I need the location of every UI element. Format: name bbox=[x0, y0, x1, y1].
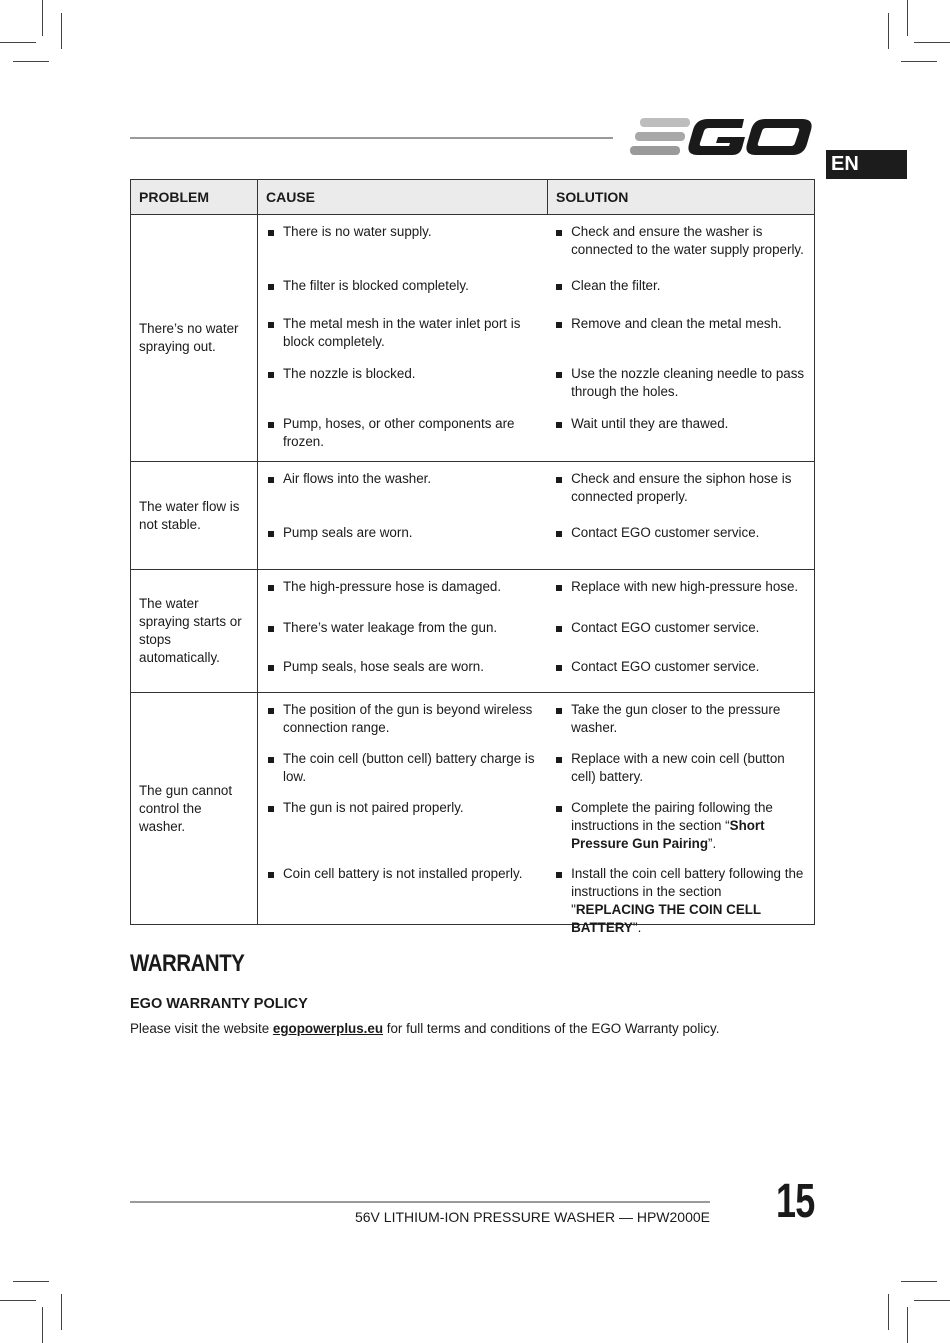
table-row bbox=[131, 570, 815, 693]
solution-item: Replace with a new coin cell (button cell) battery. bbox=[546, 750, 814, 799]
crop-mark bbox=[0, 1300, 36, 1301]
cause-item: The coin cell (button cell) battery charge is low. bbox=[258, 750, 546, 799]
solution-item: Check and ensure the washer is connected to the water supply properly. bbox=[546, 223, 814, 277]
section-reference: Short Pressure Gun Pairing bbox=[571, 818, 765, 851]
crop-mark bbox=[61, 13, 62, 49]
crop-mark bbox=[901, 1281, 937, 1282]
cause-item: The nozzle is blocked. bbox=[258, 365, 546, 415]
crop-mark bbox=[907, 0, 908, 36]
solution-item: Contact EGO customer service. bbox=[546, 658, 814, 688]
crop-mark bbox=[61, 1294, 62, 1330]
page-number: 15 bbox=[776, 1175, 815, 1228]
crop-mark bbox=[914, 42, 950, 43]
cause-solution-cell bbox=[258, 693, 815, 935]
solution-text: ". bbox=[632, 920, 642, 935]
warranty-heading: WARRANTY bbox=[130, 950, 245, 977]
problem-cell: The water flow is not stable. bbox=[131, 462, 258, 570]
solution-text: ”. bbox=[708, 836, 717, 851]
crop-mark bbox=[42, 1307, 43, 1343]
troubleshooting-table bbox=[130, 179, 815, 935]
header-cause: CAUSE bbox=[258, 180, 548, 215]
table-row bbox=[131, 462, 815, 570]
crop-mark bbox=[13, 61, 49, 62]
cause-solution-cell bbox=[258, 462, 815, 570]
cause-item: Coin cell battery is not installed properly. bbox=[258, 865, 546, 923]
solution-text: Complete the pairing following the instructions in the section “ bbox=[571, 800, 773, 833]
solution-item: Wait until they are thawed. bbox=[546, 415, 814, 455]
crop-mark bbox=[901, 61, 937, 62]
table-row bbox=[131, 215, 815, 462]
solution-item: Contact EGO customer service. bbox=[546, 619, 814, 658]
table-row bbox=[131, 693, 815, 925]
cause-item: The high-pressure hose is damaged. bbox=[258, 578, 546, 619]
policy-text-before: Please visit the website bbox=[130, 1021, 273, 1036]
header-rule bbox=[130, 137, 613, 139]
ego-logo bbox=[626, 112, 816, 160]
crop-mark bbox=[914, 1300, 950, 1301]
crop-mark bbox=[13, 1281, 49, 1282]
cause-item: The gun is not paired properly. bbox=[258, 799, 546, 865]
solution-text: Install the coin cell battery following the instructions in the section " bbox=[571, 866, 804, 917]
header-problem: PROBLEM bbox=[131, 180, 258, 215]
solution-item: Take the gun closer to the pressure washer. bbox=[546, 701, 814, 750]
cause-item: There is no water supply. bbox=[258, 223, 546, 277]
footer-product-title: 56V LITHIUM-ION PRESSURE WASHER — HPW2000E bbox=[354, 1209, 710, 1225]
crop-mark bbox=[0, 42, 36, 43]
warranty-policy-heading: EGO WARRANTY POLICY bbox=[130, 996, 308, 1012]
footer-rule bbox=[130, 1201, 710, 1203]
crop-mark bbox=[888, 1294, 889, 1330]
solution-item bbox=[546, 799, 814, 865]
cause-item: The filter is blocked completely. bbox=[258, 277, 546, 315]
solution-item bbox=[546, 865, 814, 935]
language-tab: EN bbox=[826, 150, 907, 179]
solution-item: Use the nozzle cleaning needle to pass through the holes. bbox=[546, 365, 814, 415]
website-link[interactable]: egopowerplus.eu bbox=[272, 1021, 384, 1036]
problem-cell: The water spraying starts or stops automatically. bbox=[131, 570, 258, 693]
cause-solution-cell bbox=[258, 570, 815, 693]
warranty-policy-text bbox=[130, 1021, 719, 1036]
table-header-row bbox=[131, 180, 815, 215]
solution-item: Replace with new high-pressure hose. bbox=[546, 578, 814, 619]
header-solution: SOLUTION bbox=[548, 180, 815, 215]
cause-solution-cell bbox=[258, 215, 815, 462]
cause-item: The position of the gun is beyond wireless connection range. bbox=[258, 701, 546, 750]
cause-item: Pump seals, hose seals are worn. bbox=[258, 658, 546, 688]
solution-item: Check and ensure the siphon hose is connected properly. bbox=[546, 470, 814, 524]
problem-cell: The gun cannot control the washer. bbox=[131, 693, 258, 925]
solution-item: Contact EGO customer service. bbox=[546, 524, 814, 564]
solution-item: Remove and clean the metal mesh. bbox=[546, 315, 814, 365]
solution-item: Clean the filter. bbox=[546, 277, 814, 315]
crop-mark bbox=[42, 0, 43, 36]
cause-item: Pump, hoses, or other components are frozen. bbox=[258, 415, 546, 455]
cause-item: The metal mesh in the water inlet port is block completely. bbox=[258, 315, 546, 365]
policy-text-after: for full terms and conditions of the EGO Warranty policy. bbox=[383, 1021, 720, 1036]
problem-cell: There’s no water spraying out. bbox=[131, 215, 258, 462]
section-reference: REPLACING THE COIN CELL BATTERY bbox=[571, 902, 761, 935]
crop-mark bbox=[907, 1307, 908, 1343]
cause-item: Pump seals are worn. bbox=[258, 524, 546, 564]
cause-item: There’s water leakage from the gun. bbox=[258, 619, 546, 658]
crop-mark bbox=[888, 13, 889, 49]
cause-item: Air flows into the washer. bbox=[258, 470, 546, 524]
